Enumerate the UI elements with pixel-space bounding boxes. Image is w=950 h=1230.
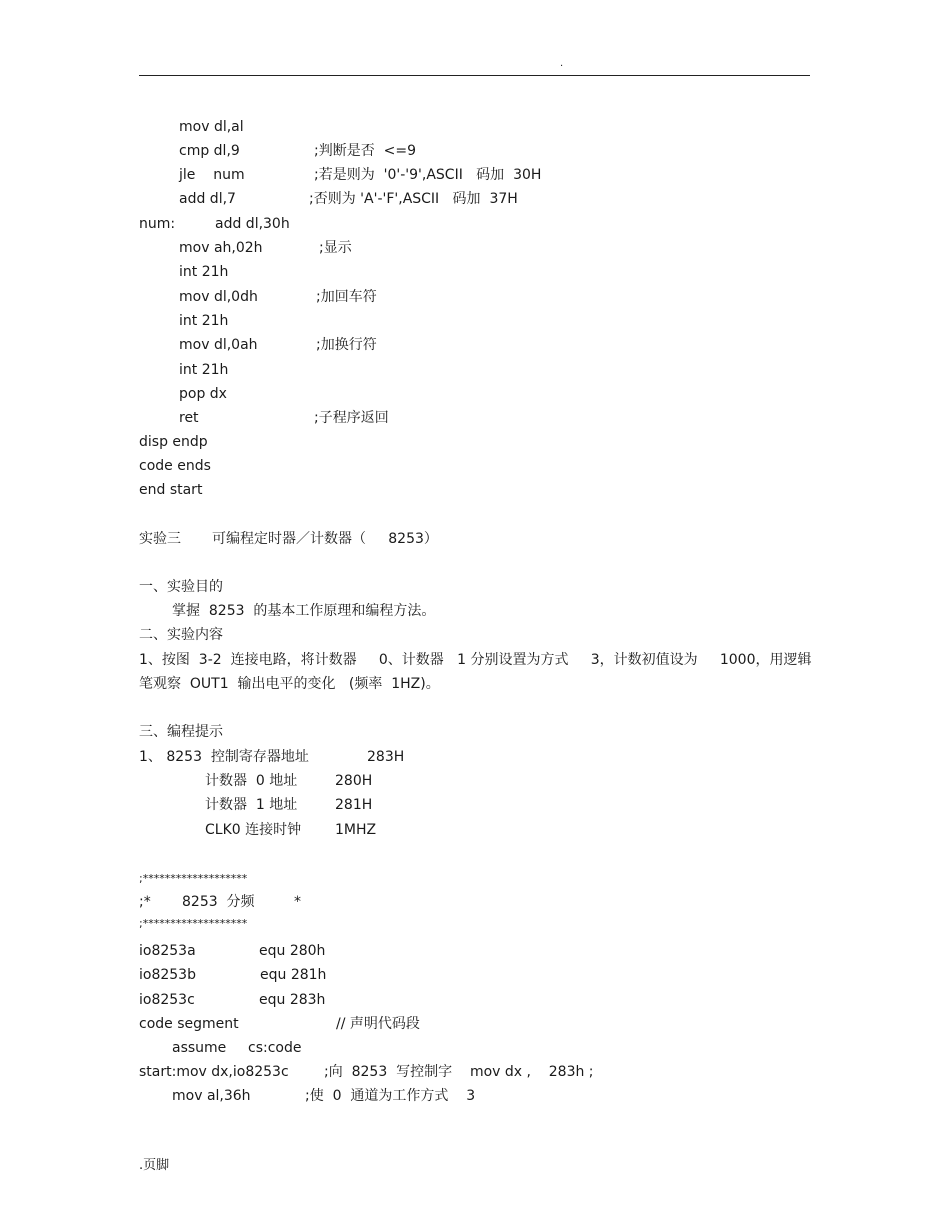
page-footer: .页脚 xyxy=(139,1158,170,1173)
code-comment: ;加换行符 xyxy=(316,337,377,353)
code-line: jle num xyxy=(179,167,245,183)
header-mark: . xyxy=(560,58,564,69)
hint-item-value: 283H xyxy=(367,749,405,765)
code-comment: ;子程序返回 xyxy=(314,410,389,426)
hint-row-value: 281H xyxy=(335,797,373,813)
equ-name: io8253b xyxy=(139,967,196,983)
code-line: mov ah,02h xyxy=(179,240,263,256)
comment-stars: ;******************* xyxy=(139,917,248,930)
code-label: disp endp xyxy=(139,434,208,450)
hint-row-label: CLK0 连接时钟 xyxy=(205,822,302,838)
start-code: start:mov dx,io8253c xyxy=(139,1064,289,1080)
start-comment: ;向 8253 写控制字 mov dx , 283h ; xyxy=(324,1064,594,1080)
equ-value: equ 281h xyxy=(260,967,327,983)
code-line: add dl,7 xyxy=(179,191,236,207)
hint-item-label: 1、 8253 控制寄存器地址 xyxy=(139,749,309,765)
banner-title: 8253 分频 xyxy=(182,894,255,910)
code-line: int 21h xyxy=(179,362,229,378)
assume-keyword: assume xyxy=(172,1040,227,1056)
content-line: 1、按图 3-2 连接电路，将计数器 0、计数器 1 分别设置为方式 3，计数初值设为 1000，用逻辑 xyxy=(139,652,812,668)
code-comment: ;显示 xyxy=(319,240,352,256)
section-title: 可编程定时器／计数器（ 8253） xyxy=(212,531,438,547)
assume-arg: cs:code xyxy=(248,1040,302,1056)
code-comment: ;判断是否 <=9 xyxy=(314,143,416,159)
purpose-heading: 一、实验目的 xyxy=(139,579,223,595)
code-label: end start xyxy=(139,482,203,498)
banner-left: ;* xyxy=(139,894,151,910)
content-heading: 二、实验内容 xyxy=(139,627,223,643)
code-line: ret xyxy=(179,410,199,426)
code-line: cmp dl,9 xyxy=(179,143,240,159)
hint-heading: 三、编程提示 xyxy=(139,724,223,740)
equ-name: io8253c xyxy=(139,992,195,1008)
code-line: add dl,30h xyxy=(215,216,290,232)
equ-value: equ 280h xyxy=(259,943,326,959)
equ-name: io8253a xyxy=(139,943,196,959)
segment-comment: // 声明代码段 xyxy=(336,1016,420,1032)
banner-right: * xyxy=(294,894,301,910)
hint-row-label: 计数器 0 地址 xyxy=(205,773,298,789)
hint-row-label: 计数器 1 地址 xyxy=(205,797,298,813)
code-comment: ;加回车符 xyxy=(316,289,377,305)
purpose-text: 掌握 8253 的基本工作原理和编程方法。 xyxy=(172,603,436,619)
code-line: int 21h xyxy=(179,264,229,280)
mov-comment: ;使 0 通道为工作方式 3 xyxy=(305,1088,476,1104)
code-line: mov dl,0dh xyxy=(179,289,258,305)
code-line: int 21h xyxy=(179,313,229,329)
hint-row-value: 1MHZ xyxy=(335,822,377,838)
code-comment: ;否则为 'A'-'F',ASCII 码加 37H xyxy=(309,191,518,207)
hint-row-value: 280H xyxy=(335,773,373,789)
segment-decl: code segment xyxy=(139,1016,239,1032)
code-comment: ;若是则为 '0'-'9',ASCII 码加 30H xyxy=(314,167,542,183)
mov-code: mov al,36h xyxy=(172,1088,251,1104)
header-rule xyxy=(139,75,810,76)
section-title-label: 实验三 xyxy=(139,531,181,547)
code-label: code ends xyxy=(139,458,211,474)
code-line: pop dx xyxy=(179,386,227,402)
equ-value: equ 283h xyxy=(259,992,326,1008)
content-line: 笔观察 OUT1 输出电平的变化 (频率 1HZ)。 xyxy=(139,676,440,692)
code-label: num: xyxy=(139,216,176,232)
code-line: mov dl,0ah xyxy=(179,337,258,353)
comment-stars: ;******************* xyxy=(139,872,248,885)
code-line: mov dl,al xyxy=(179,119,244,135)
